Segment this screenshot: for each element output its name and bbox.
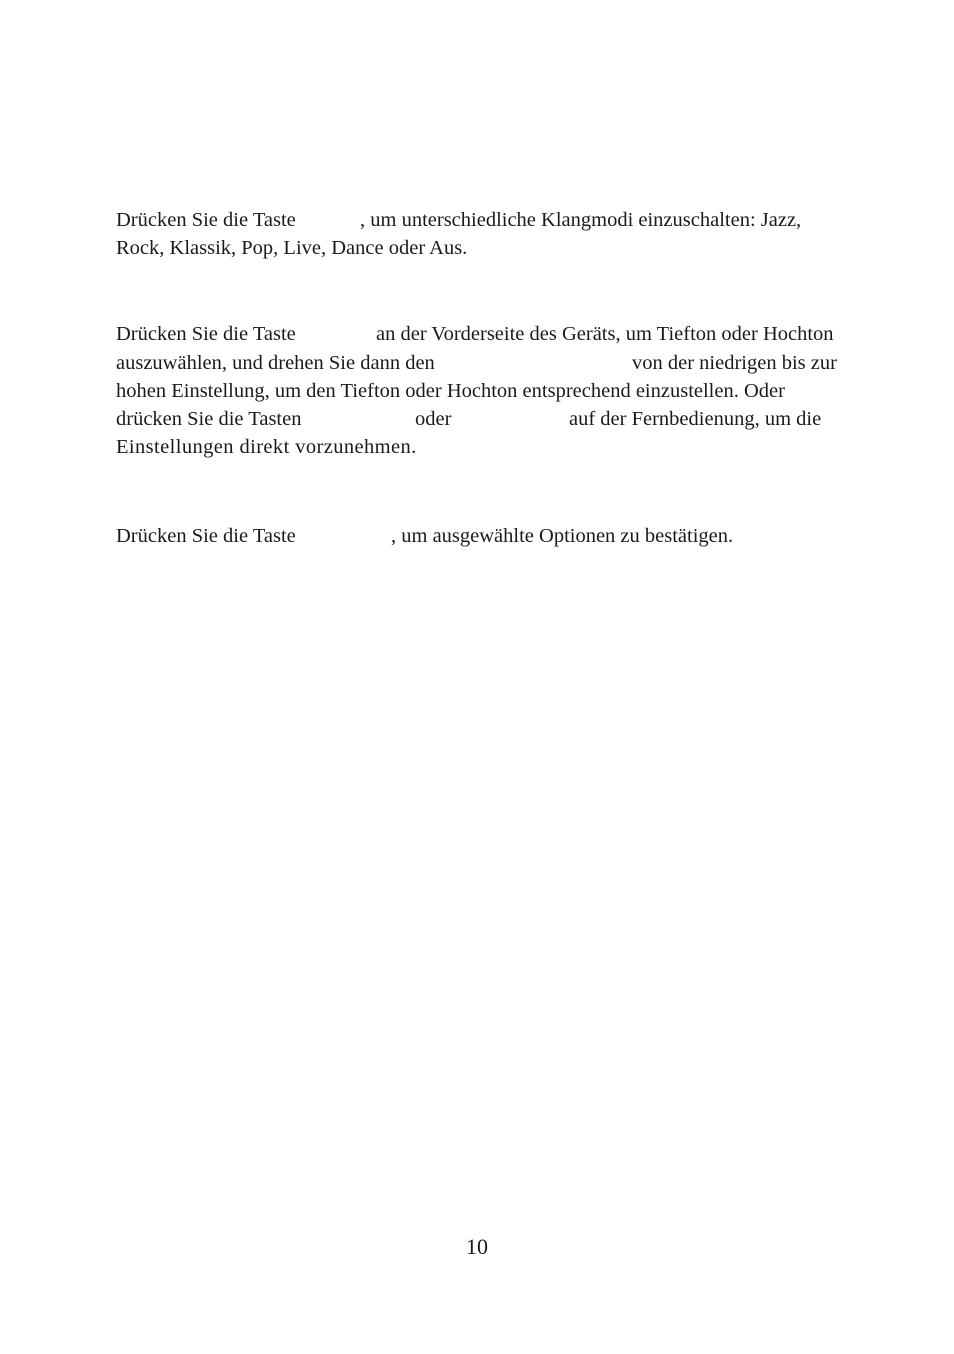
text-fragment: Drücken Sie die Taste — [116, 525, 296, 547]
text-fragment: oder — [415, 408, 452, 430]
text-fragment: auf der Fernbedienung, um die — [569, 408, 822, 430]
text-fragment: , um unterschiedliche Klangmodi einzuschalten: Jazz, — [360, 209, 802, 231]
text-fragment: Einstellungen direkt vorzunehmen. — [116, 436, 417, 458]
text-fragment: , um ausgewählte Optionen zu bestätigen. — [391, 525, 734, 547]
text-fragment: hohen Einstellung, um den Tiefton oder Hochton entsprechend einzustellen. Oder — [116, 380, 785, 402]
text-fragment: von der niedrigen bis zur — [632, 352, 837, 374]
text-fragment: drücken Sie die Tasten — [116, 408, 302, 430]
page-number: 10 — [466, 1234, 488, 1259]
text-fragment: Drücken Sie die Taste — [116, 323, 296, 345]
text-fragment: Rock, Klassik, Pop, Live, Dance oder Aus. — [116, 237, 468, 259]
text-fragment: auszuwählen, und drehen Sie dann den — [116, 352, 435, 374]
text-fragment: Drücken Sie die Taste — [116, 209, 296, 231]
text-fragment: an der Vorderseite des Geräts, um Tiefton oder Hochton — [376, 323, 834, 345]
